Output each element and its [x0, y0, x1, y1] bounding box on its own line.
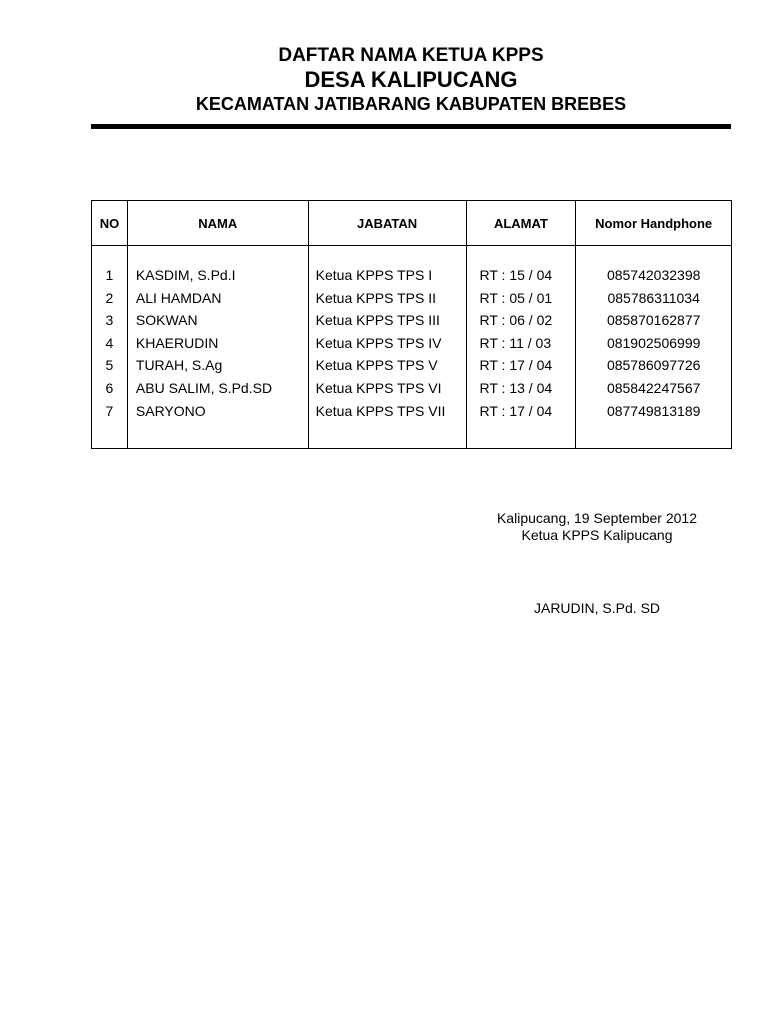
document-header — [0, 44, 768, 116]
cell-alamat: RT : 11 / 03 — [466, 332, 576, 355]
table-row — [92, 354, 732, 377]
cell-no: 5 — [92, 354, 128, 377]
cell-hp: 087749813189 — [576, 400, 732, 423]
cell-alamat: RT : 17 / 04 — [466, 354, 576, 377]
table-row — [92, 246, 732, 287]
cell-hp: 081902506999 — [576, 332, 732, 355]
table-row — [92, 287, 732, 310]
cell-nama: SOKWAN — [127, 309, 308, 332]
cell-jabatan: Ketua KPPS TPS V — [308, 354, 466, 377]
cell-nama: ALI HAMDAN — [127, 287, 308, 310]
header-divider — [91, 124, 731, 129]
table-row — [92, 400, 732, 423]
kpps-chairman-table — [91, 200, 732, 449]
signatory-name: JARUDIN, S.Pd. SD — [533, 600, 661, 616]
table-header-row — [92, 201, 732, 246]
document-title: DAFTAR NAMA KETUA KPPS — [278, 45, 544, 66]
cell-jabatan: Ketua KPPS TPS VII — [308, 400, 466, 423]
cell-nama: TURAH, S.Ag — [127, 354, 308, 377]
cell-alamat: RT : 13 / 04 — [466, 377, 576, 400]
cell-no: 6 — [92, 377, 128, 400]
cell-jabatan: Ketua KPPS TPS III — [308, 309, 466, 332]
cell-hp: 085786097726 — [576, 354, 732, 377]
header-nama: NAMA — [127, 201, 308, 246]
cell-nama: KHAERUDIN — [127, 332, 308, 355]
cell-no: 3 — [92, 309, 128, 332]
cell-alamat: RT : 17 / 04 — [466, 400, 576, 423]
cell-nama: ABU SALIM, S.Pd.SD — [127, 377, 308, 400]
cell-jabatan: Ketua KPPS TPS IV — [308, 332, 466, 355]
cell-no: 4 — [92, 332, 128, 355]
cell-jabatan: Ketua KPPS TPS VI — [308, 377, 466, 400]
cell-nama: SARYONO — [127, 400, 308, 423]
cell-hp: 085786311034 — [576, 287, 732, 310]
district-regency: KECAMATAN JATIBARANG KABUPATEN BREBES — [195, 94, 627, 114]
cell-alamat: RT : 05 / 01 — [466, 287, 576, 310]
cell-no: 2 — [92, 287, 128, 310]
cell-no: 7 — [92, 400, 128, 423]
cell-alamat: RT : 15 / 04 — [466, 246, 576, 287]
cell-hp: 085742032398 — [576, 246, 732, 287]
table-bottom-spacer — [92, 422, 732, 449]
cell-hp: 085842247567 — [576, 377, 732, 400]
cell-jabatan: Ketua KPPS TPS I — [308, 246, 466, 287]
village-name: DESA KALIPUCANG — [304, 67, 518, 92]
signature-place-date: Kalipucang, 19 September 2012 — [496, 510, 698, 526]
signature-block — [480, 510, 714, 544]
header-hp: Nomor Handphone — [576, 201, 732, 246]
header-jabatan: JABATAN — [308, 201, 466, 246]
cell-alamat: RT : 06 / 02 — [466, 309, 576, 332]
cell-no: 1 — [92, 246, 128, 287]
signature-role: Ketua KPPS Kalipucang — [521, 527, 673, 543]
cell-jabatan: Ketua KPPS TPS II — [308, 287, 466, 310]
table-row — [92, 309, 732, 332]
cell-nama: KASDIM, S.Pd.I — [127, 246, 308, 287]
header-alamat: ALAMAT — [466, 201, 576, 246]
table-row — [92, 332, 732, 355]
header-no: NO — [92, 201, 128, 246]
cell-hp: 085870162877 — [576, 309, 732, 332]
table-row — [92, 377, 732, 400]
